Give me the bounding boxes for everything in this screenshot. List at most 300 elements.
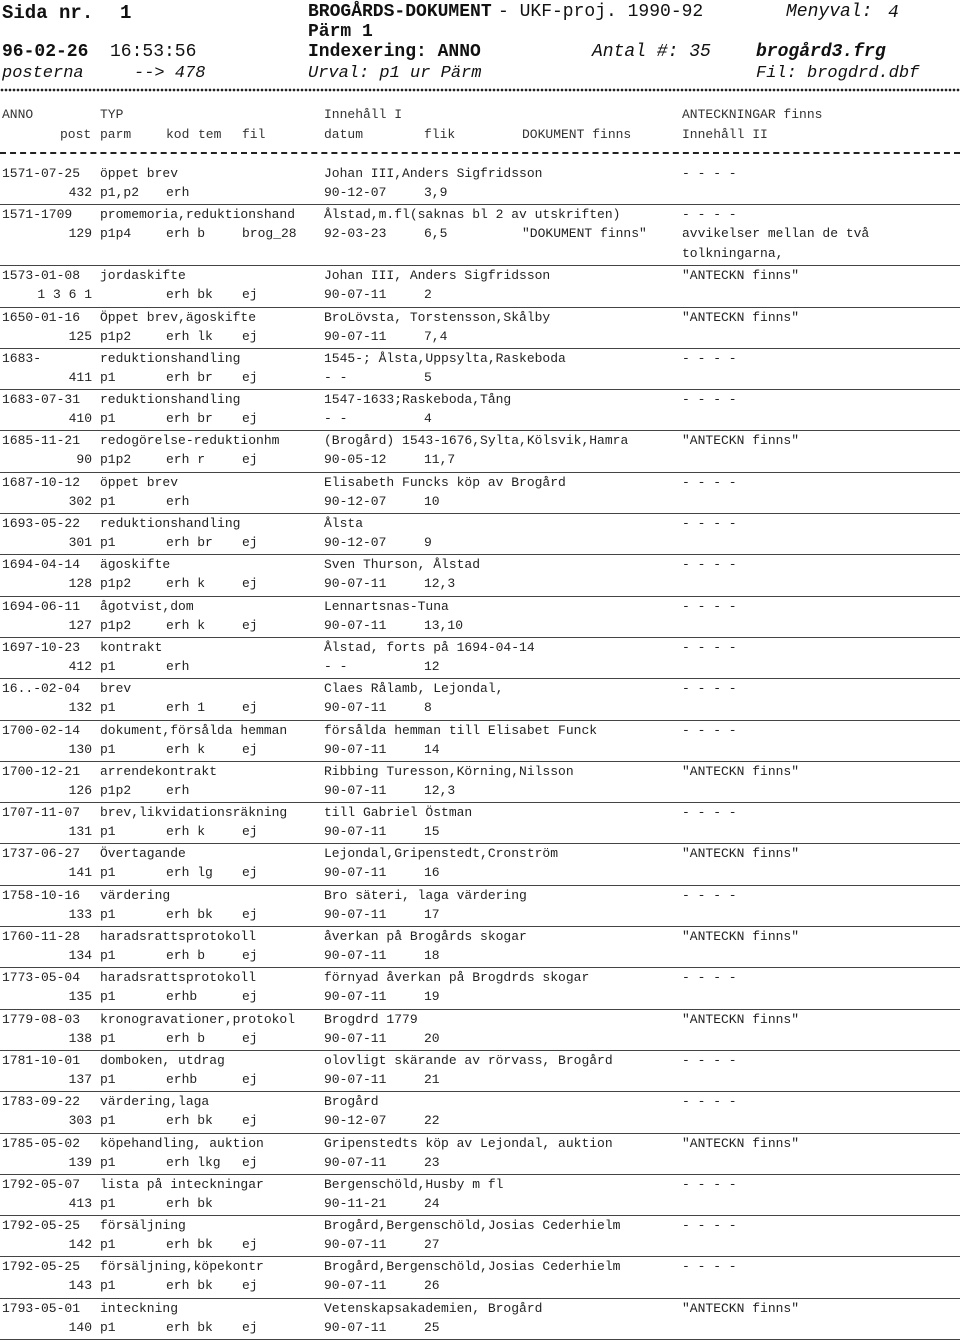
record-row — [0, 555, 960, 596]
page-number: 1 — [120, 2, 132, 24]
record-flik: 15 — [424, 824, 440, 840]
record-innehall: Bergenschöld,Husby m fl — [324, 1176, 504, 1192]
page-label: Sida nr. — [2, 2, 94, 24]
record-flik: 5 — [424, 369, 432, 385]
record-kod: erh lk — [166, 328, 213, 344]
record-row — [0, 1257, 960, 1298]
record-typ: promemoria,reduktionshand — [100, 207, 296, 223]
record-innehall: Johan III,Anders Sigfridsson — [324, 166, 543, 181]
record-datum: 90-12-07 — [324, 1113, 387, 1129]
project-label: - UKF-proj. 1990-92 — [498, 2, 704, 22]
record-anno: 1779-08-03 — [2, 1011, 81, 1027]
record-kod: erh bk — [166, 906, 213, 922]
record-flik: 16 — [424, 865, 440, 881]
record-anteckningar: - - - - — [682, 474, 737, 490]
indexing-label: Indexering: ANNO — [308, 42, 481, 62]
record-post: 130 — [68, 741, 92, 757]
record-tem: ej — [242, 287, 258, 303]
record-parm: p1 — [100, 1071, 116, 1087]
record-row — [0, 968, 960, 1009]
record-innehall: Ribbing Turesson,Körning,Nilsson — [324, 763, 574, 779]
record-anteckningar: "ANTECKN finns" — [682, 1011, 800, 1027]
record-parm: p1 — [100, 369, 116, 385]
record-kod: erh br — [166, 411, 213, 427]
record-typ: ägoskifte — [100, 557, 171, 573]
record-list — [0, 164, 960, 1340]
record-tem: ej — [242, 369, 258, 385]
record-anno: 1737-06-27 — [2, 846, 81, 862]
record-innehall: BroLövsta, Torstensson,Skålby — [324, 309, 551, 325]
record-row — [0, 679, 960, 720]
record-datum: 90-07-11 — [324, 782, 387, 798]
posts-value: --> 478 — [134, 64, 206, 83]
record-anteckningar: - - - - — [682, 1094, 737, 1110]
record-post: 302 — [68, 493, 92, 509]
record-datum: 90-07-11 — [324, 824, 387, 840]
record-post: 126 — [68, 782, 92, 798]
record-innehall: (Brogård) 1543-1676,Sylta,Kölsvik,Hamra — [324, 433, 629, 449]
record-tem: ej — [242, 1030, 258, 1046]
record-datum: 90-12-07 — [324, 535, 387, 551]
record-innehall: Brogård,Bergenschöld,Josias Cederhielm — [324, 1218, 621, 1234]
record-anteckningar: - - - - — [682, 1176, 737, 1192]
record-anteckningar: - - - - — [682, 887, 737, 903]
record-kod: erh b — [166, 1030, 206, 1046]
record-anno: 1700-02-14 — [2, 722, 81, 738]
record-flik: 23 — [424, 1154, 440, 1170]
record-tem: ej — [242, 1154, 258, 1170]
record-flik: 14 — [424, 741, 440, 757]
record-parm: p1 — [100, 1237, 116, 1253]
record-row — [0, 308, 960, 349]
record-note-cont: tolkningarna, — [682, 246, 784, 262]
record-row — [0, 473, 960, 514]
record-flik: 2 — [424, 287, 432, 303]
record-row — [0, 638, 960, 679]
record-anteckningar: - - - - — [682, 207, 737, 223]
record-innehall: till Gabriel Östman — [324, 805, 473, 821]
col-datum: datum — [324, 127, 364, 142]
record-tem: ej — [242, 1319, 258, 1335]
record-post: 301 — [68, 535, 92, 551]
record-flik: 4 — [424, 411, 432, 427]
record-anteckningar: "ANTECKN finns" — [682, 929, 800, 945]
binder-label: Pärm 1 — [308, 22, 373, 42]
record-innehall: Lennartsnas-Tuna — [324, 598, 449, 614]
record-post: 141 — [68, 865, 92, 881]
record-kod: erh k — [166, 617, 206, 633]
record-typ: köpehandling, auktion — [100, 1135, 264, 1151]
record-row — [0, 721, 960, 762]
record-anno: 1707-11-07 — [2, 805, 81, 821]
record-kod: erh — [166, 782, 190, 798]
dotted-separator — [0, 88, 960, 92]
record-kod: erh bk — [166, 287, 213, 303]
record-tem: ej — [242, 617, 258, 633]
record-kod: erhb — [166, 989, 198, 1005]
record-innehall: Ålstad,m.fl(saknas bl 2 av utskriften) — [324, 207, 621, 223]
record-row — [0, 1134, 960, 1175]
col-innehall-2: Innehåll II — [682, 127, 768, 142]
record-kod: erh b — [166, 948, 206, 964]
record-typ: ågotvist,dom — [100, 598, 194, 614]
col-tem: tem — [198, 127, 222, 142]
record-typ: värdering,laga — [100, 1094, 210, 1110]
record-row — [0, 1175, 960, 1216]
record-kod: erh lg — [166, 865, 213, 881]
record-note: avvikelser mellan de två — [682, 226, 870, 242]
record-anteckningar: "ANTECKN finns" — [682, 1135, 800, 1151]
record-datum: 90-07-11 — [324, 865, 387, 881]
record-kod: erh r — [166, 452, 206, 468]
record-tem: ej — [242, 328, 258, 344]
record-tem: ej — [242, 576, 258, 592]
record-kod: erh b — [166, 226, 206, 242]
record-typ: lista på inteckningar — [100, 1176, 264, 1192]
record-innehall: Ålsta — [324, 516, 364, 532]
record-typ: reduktionshandling — [100, 350, 241, 366]
record-typ: Öppet brev,ägoskifte — [100, 309, 257, 325]
record-parm: p1p4 — [100, 226, 132, 242]
record-innehall: Lejondal,Gripenstedt,Cronström — [324, 846, 559, 862]
record-datum: - - — [324, 369, 348, 385]
record-tem: ej — [242, 1071, 258, 1087]
record-typ: inteckning — [100, 1300, 179, 1316]
record-anteckningar: "ANTECKN finns" — [682, 309, 800, 325]
file-label: Fil: brogdrd.dbf — [756, 64, 920, 83]
record-flik: 21 — [424, 1071, 440, 1087]
record-typ: domboken, utdrag — [100, 1052, 225, 1068]
record-innehall: åverkan på Brogårds skogar — [324, 929, 527, 945]
record-post: 133 — [68, 906, 92, 922]
record-tem: ej — [242, 700, 258, 716]
record-kod: erh — [166, 185, 190, 200]
record-tem: ej — [242, 1237, 258, 1253]
col-parm: parm — [100, 127, 132, 142]
record-anno: 1773-05-04 — [2, 970, 81, 986]
record-flik: 11,7 — [424, 452, 456, 468]
record-typ: jordaskifte — [100, 268, 186, 284]
record-row — [0, 1216, 960, 1257]
record-post: 125 — [68, 328, 92, 344]
record-row — [0, 762, 960, 803]
record-anno: 1783-09-22 — [2, 1094, 81, 1110]
record-anno: 1694-04-14 — [2, 557, 81, 573]
record-flik: 3,9 — [424, 185, 448, 200]
record-datum: 90-07-11 — [324, 1154, 387, 1170]
record-anteckningar: - - - - — [682, 350, 737, 366]
record-typ: reduktionshandling — [100, 392, 241, 408]
record-typ: öppet brev — [100, 166, 179, 181]
record-tem: ej — [242, 452, 258, 468]
record-innehall: olovligt skärande av rörvass, Brogård — [324, 1052, 613, 1068]
record-parm: p1 — [100, 1154, 116, 1170]
record-tem: ej — [242, 906, 258, 922]
record-parm: p1 — [100, 700, 116, 716]
record-kod: erh bk — [166, 1195, 213, 1211]
record-innehall: Brogård,Bergenschöld,Josias Cederhielm — [324, 1259, 621, 1275]
record-innehall: Gripenstedts köp av Lejondal, auktion — [324, 1135, 613, 1151]
record-post: 412 — [68, 658, 92, 674]
record-anteckningar: - - - - — [682, 1052, 737, 1068]
print-date: 96-02-26 — [2, 42, 89, 62]
record-post: 127 — [68, 617, 92, 633]
record-post: 1 3 6 1 — [37, 287, 92, 303]
record-post: 139 — [68, 1154, 92, 1170]
record-kod: erh br — [166, 535, 213, 551]
record-anno: 1573-01-08 — [2, 268, 81, 284]
record-typ: brev — [100, 681, 132, 697]
record-row — [0, 886, 960, 927]
record-innehall: försålda hemman till Elisabet Funck — [324, 722, 598, 738]
record-anno: 1694-06-11 — [2, 598, 81, 614]
record-innehall: Claes Rålamb, Lejondal, — [324, 681, 504, 697]
record-anno: 1687-10-12 — [2, 474, 81, 490]
record-anteckningar: - - - - — [682, 681, 737, 697]
record-post: 142 — [68, 1237, 92, 1253]
record-post: 134 — [68, 948, 92, 964]
col-anteckningar: ANTECKNINGAR finns — [682, 107, 823, 122]
record-typ: kontrakt — [100, 639, 163, 655]
record-row — [0, 164, 960, 205]
selection-label: Urval: p1 ur Pärm — [308, 64, 482, 83]
record-post: 128 — [68, 576, 92, 592]
record-innehall: 1545-; Ålsta,Uppsylta,Raskeboda — [324, 350, 566, 366]
record-kod: erh — [166, 658, 190, 674]
record-datum: 90-07-11 — [324, 1278, 387, 1294]
record-row — [0, 1010, 960, 1051]
record-typ: redogörelse-reduktionhm — [100, 433, 280, 449]
record-anno: 1792-05-25 — [2, 1259, 81, 1275]
record-anteckningar: - - - - — [682, 970, 737, 986]
record-innehall: Johan III, Anders Sigfridsson — [324, 268, 551, 284]
record-fil: brog_28 — [242, 226, 297, 242]
record-anteckningar: - - - - — [682, 805, 737, 821]
record-parm: p1 — [100, 741, 116, 757]
record-flik: 12 — [424, 658, 440, 674]
record-anno: 16..-02-04 — [2, 681, 81, 697]
record-anno: 1571-07-25 — [2, 166, 81, 181]
record-post: 143 — [68, 1278, 92, 1294]
record-kod: erh k — [166, 576, 206, 592]
record-datum: 90-07-11 — [324, 617, 387, 633]
count-label: Antal #: 35 — [592, 42, 711, 62]
record-row — [0, 390, 960, 431]
record-anteckningar: - - - - — [682, 1259, 737, 1275]
record-typ: haradsrattsprotokoll — [100, 929, 257, 945]
record-typ: haradsrattsprotokoll — [100, 970, 257, 986]
record-anno: 1785-05-02 — [2, 1135, 81, 1151]
record-parm: p1p2 — [100, 782, 132, 798]
record-innehall: Brogdrd 1779 — [324, 1011, 418, 1027]
document-title: BROGÅRDS-DOKUMENT — [308, 2, 492, 22]
record-kod: erh br — [166, 369, 213, 385]
col-flik: flik — [424, 127, 456, 142]
record-datum: 90-12-07 — [324, 185, 387, 200]
record-innehall: förnyad åverkan på Brogdrds skogar — [324, 970, 590, 986]
record-parm: p1p2 — [100, 452, 132, 468]
record-anno: 1685-11-21 — [2, 433, 81, 449]
record-parm: p1p2 — [100, 617, 132, 633]
record-typ: reduktionshandling — [100, 516, 241, 532]
record-typ: öppet brev — [100, 474, 179, 490]
record-post: 132 — [68, 700, 92, 716]
record-datum: 90-07-11 — [324, 287, 387, 303]
col-anno: ANNO — [2, 107, 34, 122]
record-post: 135 — [68, 989, 92, 1005]
record-innehall: Vetenskapsakademien, Brogård — [324, 1300, 543, 1316]
record-post: 413 — [68, 1195, 92, 1211]
record-datum: - - — [324, 658, 348, 674]
record-flik: 13,10 — [424, 617, 464, 633]
record-parm: p1 — [100, 493, 116, 509]
record-anteckningar: - - - - — [682, 516, 737, 532]
record-anteckningar: - - - - — [682, 392, 737, 408]
record-kod: erh bk — [166, 1237, 213, 1253]
record-datum: 90-07-11 — [324, 1237, 387, 1253]
record-parm: p1 — [100, 865, 116, 881]
record-innehall: 1547-1633;Raskeboda,Tång — [324, 392, 512, 408]
record-post: 138 — [68, 1030, 92, 1046]
record-anno: 1650-01-16 — [2, 309, 81, 325]
record-parm: p1 — [100, 948, 116, 964]
record-post: 303 — [68, 1113, 92, 1129]
record-innehall: Bro säteri, laga värdering — [324, 887, 527, 903]
record-row — [0, 1299, 960, 1340]
record-parm: p1 — [100, 1195, 116, 1211]
record-flik: 22 — [424, 1113, 440, 1129]
record-kod: erh k — [166, 824, 206, 840]
record-typ: kronogravationer,protokol — [100, 1011, 296, 1027]
record-kod: erh k — [166, 741, 206, 757]
record-typ: arrendekontrakt — [100, 763, 218, 779]
col-kod: kod — [166, 127, 190, 142]
record-innehall: Ålstad, forts på 1694-04-14 — [324, 639, 535, 655]
record-parm: p1 — [100, 658, 116, 674]
record-anno: 1792-05-07 — [2, 1176, 81, 1192]
record-flik: 20 — [424, 1030, 440, 1046]
record-kod: erh bk — [166, 1113, 213, 1129]
record-parm: p1 — [100, 906, 116, 922]
record-anteckningar: "ANTECKN finns" — [682, 268, 800, 284]
record-tem: ej — [242, 989, 258, 1005]
record-post: 432 — [68, 185, 92, 200]
record-anteckningar: "ANTECKN finns" — [682, 1300, 800, 1316]
record-tem: ej — [242, 741, 258, 757]
fileset-name: brogård3.frg — [756, 42, 886, 62]
record-flik: 26 — [424, 1278, 440, 1294]
record-post: 410 — [68, 411, 92, 427]
record-row — [0, 431, 960, 472]
record-anno: 1781-10-01 — [2, 1052, 81, 1068]
record-anteckningar: "ANTECKN finns" — [682, 433, 800, 449]
record-tem: ej — [242, 948, 258, 964]
record-tem: ej — [242, 1113, 258, 1129]
record-flik: 6,5 — [424, 226, 448, 242]
record-row — [0, 844, 960, 885]
record-row — [0, 597, 960, 638]
record-post: 137 — [68, 1071, 92, 1087]
record-innehall: Elisabeth Funcks köp av Brogård — [324, 474, 566, 490]
col-innehall-1: Innehåll I — [324, 107, 403, 122]
record-typ: värdering — [100, 887, 171, 903]
record-post: 140 — [68, 1319, 92, 1335]
record-typ: försäljning,köpekontr — [100, 1259, 264, 1275]
record-datum: 92-03-23 — [324, 226, 387, 242]
col-typ: TYP — [100, 107, 124, 122]
record-anteckningar: - - - - — [682, 639, 737, 655]
record-kod: erhb — [166, 1071, 198, 1087]
record-flik: 7,4 — [424, 328, 448, 344]
record-anno: 1683-07-31 — [2, 392, 81, 408]
record-parm: p1 — [100, 1030, 116, 1046]
record-flik: 19 — [424, 989, 440, 1005]
record-post: 131 — [68, 824, 92, 840]
record-datum: 90-07-11 — [324, 328, 387, 344]
record-parm: p1 — [100, 535, 116, 551]
record-tem: ej — [242, 1278, 258, 1294]
record-anno: 1683- — [2, 350, 42, 366]
col-dokument-finns: DOKUMENT finns — [522, 127, 632, 142]
record-flik: 12,3 — [424, 576, 456, 592]
record-flik: 8 — [424, 700, 432, 716]
record-parm: p1 — [100, 1113, 116, 1129]
record-post: 90 — [76, 452, 92, 468]
record-datum: 90-07-11 — [324, 700, 387, 716]
col-fil: fil — [242, 127, 266, 142]
record-anteckningar: "ANTECKN finns" — [682, 846, 800, 862]
record-flik: 12,3 — [424, 782, 456, 798]
record-parm: p1p2 — [100, 328, 132, 344]
record-parm: p1 — [100, 1278, 116, 1294]
record-flik: 24 — [424, 1195, 440, 1211]
record-flik: 25 — [424, 1319, 440, 1335]
record-anteckningar: "ANTECKN finns" — [682, 763, 800, 779]
record-datum: 90-07-11 — [324, 989, 387, 1005]
posts-label: posterna — [2, 64, 84, 83]
record-anteckningar: - - - - — [682, 598, 737, 614]
record-parm: p1 — [100, 824, 116, 840]
record-anteckningar: - - - - — [682, 557, 737, 573]
record-row — [0, 349, 960, 390]
record-row — [0, 514, 960, 555]
record-innehall: Brogård — [324, 1094, 379, 1110]
record-flik: 27 — [424, 1237, 440, 1253]
menu-label: Menyval: — [786, 2, 873, 22]
record-parm: p1 — [100, 411, 116, 427]
record-tem: ej — [242, 411, 258, 427]
record-datum: 90-07-11 — [324, 1319, 387, 1335]
record-datum: 90-12-07 — [324, 493, 387, 509]
record-kod: erh bk — [166, 1319, 213, 1335]
record-row — [0, 1092, 960, 1133]
print-time: 16:53:56 — [110, 42, 197, 62]
record-datum: 90-07-11 — [324, 948, 387, 964]
record-anteckningar: - - - - — [682, 1218, 737, 1234]
record-datum: 90-07-11 — [324, 1030, 387, 1046]
record-anno: 1793-05-01 — [2, 1300, 81, 1316]
record-flik: 10 — [424, 493, 440, 509]
record-anno: 1693-05-22 — [2, 516, 81, 532]
record-innehall: Sven Thurson, Ålstad — [324, 557, 481, 573]
record-typ: försäljning — [100, 1218, 186, 1234]
record-row — [0, 1051, 960, 1092]
record-row — [0, 266, 960, 307]
record-typ: dokument,försålda hemman — [100, 722, 288, 738]
record-anno: 1760-11-28 — [2, 929, 81, 945]
record-anteckningar: - - - - — [682, 722, 737, 738]
record-kod: erh 1 — [166, 700, 206, 716]
